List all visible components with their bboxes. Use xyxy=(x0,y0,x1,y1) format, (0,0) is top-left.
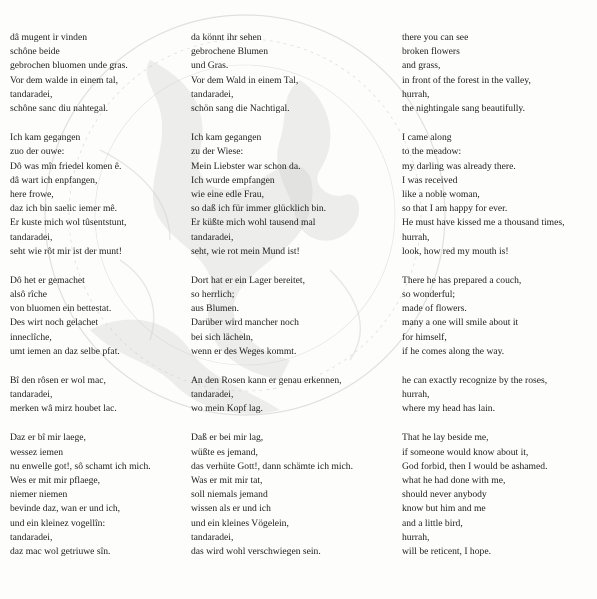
verse-line: know but him and me xyxy=(402,503,486,515)
verse-line: gebrochen bluomen unde gras. xyxy=(10,60,128,72)
verse-line: to the meadow: xyxy=(402,146,462,158)
verse-line: so wonderful; xyxy=(402,289,456,301)
verse-line: Mein Liebster war schon da. xyxy=(191,160,301,172)
verse-line: das wird wohl verschwiegen sein. xyxy=(191,546,321,558)
stanza xyxy=(191,374,391,417)
verse-line: broken flowers xyxy=(402,46,460,58)
verse-line: hurrah, xyxy=(402,231,430,243)
verse-line: Wes er mit mir pflaege, xyxy=(10,475,101,487)
verse-line: An den Rosen kann er genau erkennen, xyxy=(191,374,342,386)
verse-line: wessez iemen xyxy=(10,446,64,458)
stanza xyxy=(402,374,592,417)
verse-line: da könnt ihr sehen xyxy=(191,32,262,43)
verse-line: bevinde daz, wan er und ich, xyxy=(10,503,121,515)
verse-line: and grass, xyxy=(402,60,441,72)
verse-line: tandaradei, xyxy=(10,88,53,100)
verse-line: here frowe, xyxy=(10,188,54,200)
stanza xyxy=(402,131,592,259)
verse-line: so that I am happy for ever. xyxy=(402,203,508,215)
verse-line: und ein kleinez vogellîn: xyxy=(10,517,106,529)
stanza xyxy=(191,431,391,559)
verse-line: umt iemen an daz selbe pfat. xyxy=(10,345,120,357)
verse-line: for himself, xyxy=(402,331,447,343)
verse-line: where my head has lain. xyxy=(402,403,495,415)
verse-line: Bî den rôsen er wol mac, xyxy=(10,374,106,386)
verse-line: Ich kam gegangen xyxy=(191,132,262,144)
verse-line: many a one will smile about it xyxy=(402,317,519,329)
verse-line: will be reticent, I hope. xyxy=(402,546,491,558)
verse-line: wüßte es jemand, xyxy=(191,446,258,458)
verse-line: what he had done with me, xyxy=(402,475,506,487)
verse-line: merken wâ mirz houbet lac. xyxy=(10,403,117,415)
verse-line: so daß ich für immer glücklich bin. xyxy=(191,203,327,215)
verse-line: aus Blumen. xyxy=(191,303,239,315)
column-german xyxy=(191,31,391,574)
verse-line: so herrlich; xyxy=(191,289,235,301)
verse-line: Was er mit mir tat, xyxy=(191,475,263,487)
verse-line: hurrah, xyxy=(402,389,430,401)
verse-line: and a little bird, xyxy=(402,517,463,529)
verse-line: Vor dem Wald in einem Tal, xyxy=(191,74,299,86)
stanza xyxy=(402,31,592,116)
verse-line: That he lay beside me, xyxy=(402,432,489,444)
verse-line: bei sich lächeln, xyxy=(191,331,254,343)
stanza xyxy=(10,274,190,359)
column-english xyxy=(402,31,592,574)
verse-line: zuo der ouwe: xyxy=(10,146,65,158)
column-middle-high-german xyxy=(10,31,190,574)
verse-line: inneclîche, xyxy=(10,331,52,343)
verse-line: wenn er des Weges kommt. xyxy=(191,345,297,357)
verse-line: gebrochene Blumen xyxy=(191,46,268,58)
verse-line: if someone would know about it, xyxy=(402,446,529,458)
verse-line: in front of the forest in the valley, xyxy=(402,74,531,86)
verse-line: das verhüte Gott!, dann schämte ich mich. xyxy=(191,460,353,472)
stanza xyxy=(10,131,190,259)
verse-line: Er küßte mich wohl tausend mal xyxy=(191,217,316,229)
stanza xyxy=(191,131,391,259)
verse-line: look, how red my mouth is! xyxy=(402,245,509,257)
verse-line: Daz er bî mir laege, xyxy=(10,432,86,444)
verse-line: He must have kissed me a thousand times, xyxy=(402,217,565,229)
verse-line: I came along xyxy=(402,132,452,144)
verse-line: tandaradei, xyxy=(191,231,234,243)
verse-line: like a noble woman, xyxy=(402,188,480,200)
verse-line: Dort hat er ein Lager bereitet, xyxy=(191,274,306,286)
verse-line: dâ wart ich enpfangen, xyxy=(10,174,98,186)
verse-line: I was received xyxy=(402,174,458,186)
verse-line: hurrah, xyxy=(402,88,430,100)
verse-line: soll niemals jemand xyxy=(191,489,268,501)
verse-line: Daß er bei mir lag, xyxy=(191,432,264,444)
verse-line: tandaradei, xyxy=(191,389,234,401)
stanza xyxy=(10,374,190,417)
verse-line: Vor dem walde in einem tal, xyxy=(10,74,118,86)
verse-line: und Gras. xyxy=(191,60,229,72)
stanza xyxy=(402,274,592,359)
verse-line: daz ich bin saelic iemer mê. xyxy=(10,203,118,215)
verse-line: if he comes along the way. xyxy=(402,345,505,357)
verse-line: wo mein Kopf lag. xyxy=(191,403,263,415)
verse-line: dâ mugent ir vinden xyxy=(10,32,87,43)
stanza xyxy=(402,431,592,559)
verse-line: daz mac wol getriuwe sîn. xyxy=(10,546,111,558)
verse-line: tandaradei, xyxy=(10,389,53,401)
verse-line: alsô rîche xyxy=(10,289,48,301)
verse-line: seht, wie rot mein Mund ist! xyxy=(191,245,300,257)
verse-line: Darüber wird mancher noch xyxy=(191,317,299,329)
stanza xyxy=(10,31,190,116)
verse-line: tandaradei, xyxy=(191,531,234,543)
verse-line: nu enwelle got!, sô schamt ich mich. xyxy=(10,460,151,472)
verse-line: tandaradei, xyxy=(10,531,53,543)
verse-line: my darling was already there. xyxy=(402,160,516,172)
verse-line: tandaradei, xyxy=(10,231,53,243)
verse-line: zu der Wiese: xyxy=(191,146,244,158)
verse-line: seht wie rôt mir ist der munt! xyxy=(10,245,122,257)
verse-line: tandaradei, xyxy=(191,88,234,100)
verse-line: Ich wurde empfangen xyxy=(191,174,275,186)
verse-line: und ein kleines Vögelein, xyxy=(191,517,289,529)
verse-line: Des wirt noch gelachet xyxy=(10,317,99,329)
verse-line: There he has prepared a couch, xyxy=(402,274,522,286)
stanza xyxy=(10,431,190,559)
verse-line: wissen als er und ich xyxy=(191,503,271,515)
verse-line: von bluomen ein bettestat. xyxy=(10,303,112,315)
verse-line: the nightingale sang beautifully. xyxy=(402,103,525,115)
stanza xyxy=(191,31,391,116)
verse-line: hurrah, xyxy=(402,531,430,543)
verse-line: Ich kam gegangen xyxy=(10,132,81,144)
verse-line: Dô was mîn friedel komen ê. xyxy=(10,160,122,172)
verse-line: should never anybody xyxy=(402,489,487,501)
verse-line: made of flowers. xyxy=(402,303,467,315)
verse-line: schône beide xyxy=(10,46,60,58)
verse-line: Dô het er gemachet xyxy=(10,274,85,286)
verse-line: God forbid, then I would be ashamed. xyxy=(402,460,548,472)
verse-line: niemer niemen xyxy=(10,489,68,501)
verse-line: wie eine edle Frau, xyxy=(191,188,264,200)
verse-line: schön sang die Nachtigal. xyxy=(191,103,290,115)
verse-line: schône sanc diu nahtegal. xyxy=(10,103,109,115)
stanza xyxy=(191,274,391,359)
verse-line: he can exactly recognize by the roses, xyxy=(402,374,548,386)
verse-line: there you can see xyxy=(402,32,469,43)
verse-line: Er kuste mich wol tûsentstunt, xyxy=(10,217,127,229)
